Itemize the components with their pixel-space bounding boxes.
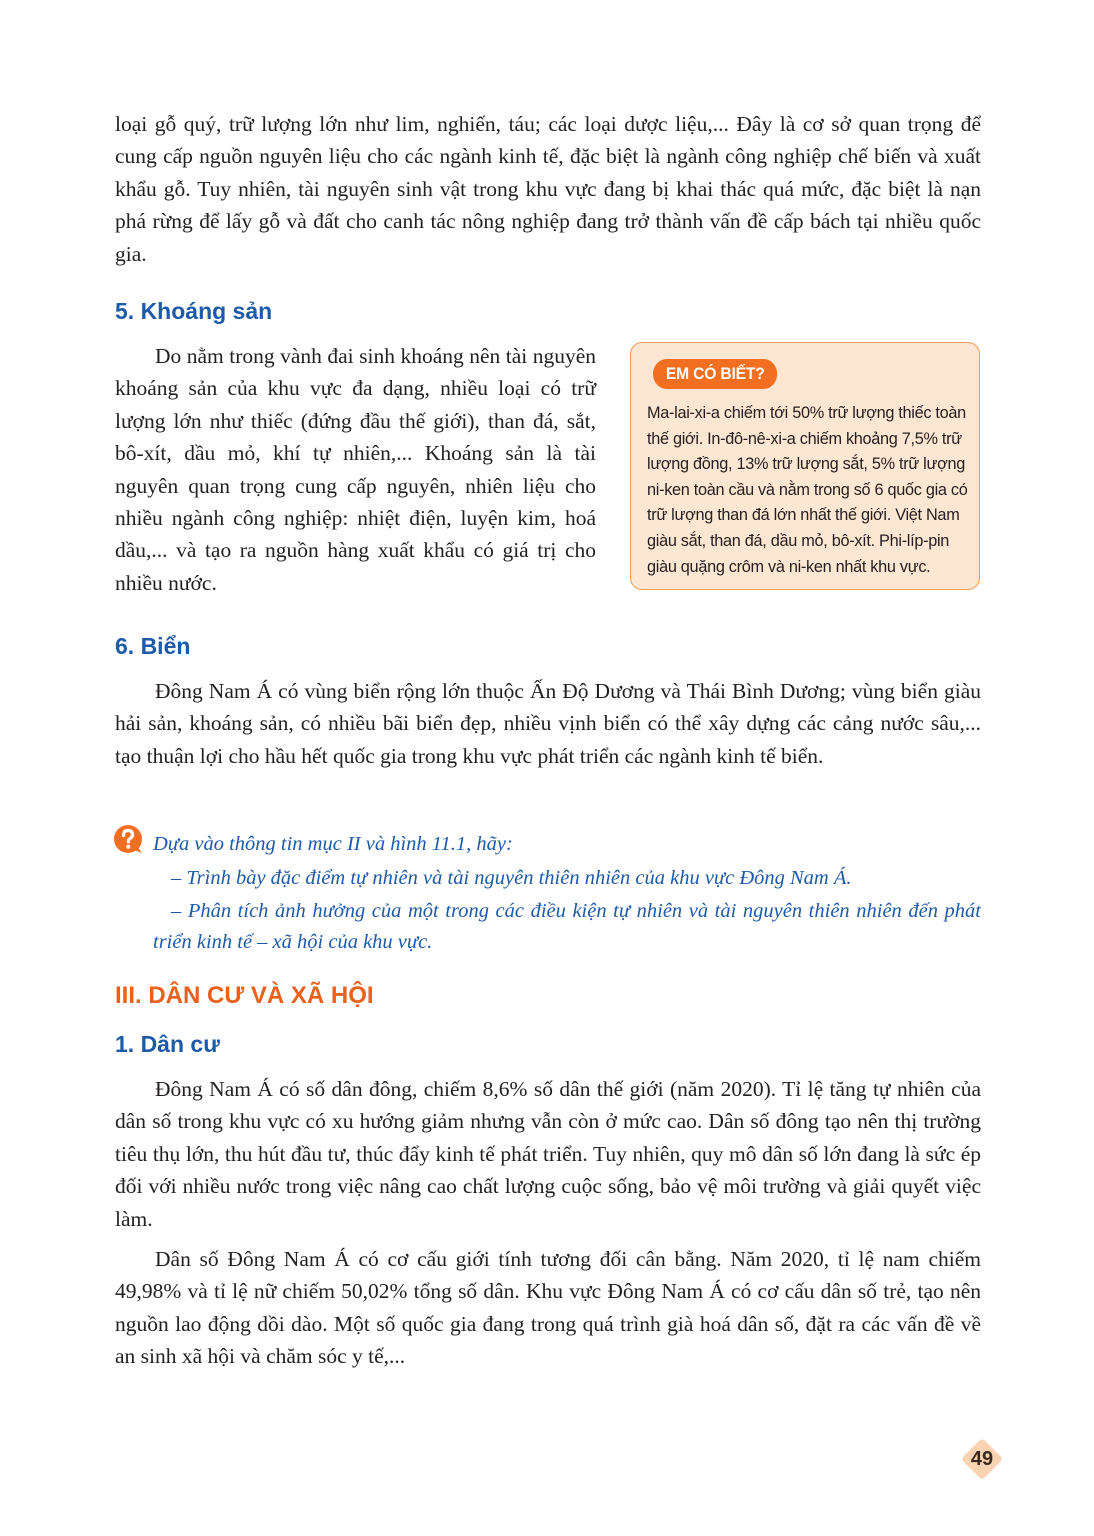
did-you-know-text: Ma-lai-xi-a chiếm tới 50% trữ lượng thiếc toàn thế giới. In-đô-nê-xi-a chiếm khoảng 7,5% trữ lượng đồng, 13% trữ lượng sắt, 5% trữ lượng ni-ken toàn cầu và nằm trong số 6 quốc gia có trữ lượng than đá lớn nhất thế giới. Việt Nam giàu sắt, than đá, dầu mỏ, bô-xít. Phi-líp-pin giàu quặng crôm và ni-ken nhất khu vực. (647, 404, 968, 576)
intro-paragraph: loại gỗ quý, trữ lượng lớn như lim, nghiến, táu; các loại dược liệu,... Đây là cơ sở quan trọng để cung cấp nguồn nguyên liệu cho các ngành kinh tế, đặc biệt là ngành công nghiệp chế biến và xuất khẩu gỗ. Tuy nhiên, tài nguyên sinh vật trong khu vực đang bị khai thác quá mức, đặc biệt là nạn phá rừng để lấy gỗ và đất cho canh tác nông nghiệp đang trở thành vấn đề cấp bách tại nhiều quốc gia. (115, 112, 981, 266)
population-paragraph-1: Đông Nam Á có số dân đông, chiếm 8,6% số dân thế giới (năm 2020). Tỉ lệ tăng tự nhiên của dân số trong khu vực có xu hướng giảm nhưng vẫn còn ở mức cao. Dân số đông tạo nên thị trường tiêu thụ lớn, thu hút đầu tư, thúc đẩy kinh tế phát triển. Tuy nhiên, quy mô dân số lớn đang là sức ép đối với nhiều nước trong việc nâng cao chất lượng cuộc sống, bảo vệ môi trường và giải quyết việc làm. (115, 1077, 981, 1231)
did-you-know-badge: EM CÓ BIẾT? (653, 359, 778, 389)
minerals-paragraph: Do nằm trong vành đai sinh khoáng nên tài nguyên khoáng sản của khu vực đa dạng, nhiều loại có trữ lượng lớn như thiếc (đứng đầu thế giới), than đá, sắt, bô-xít, dầu mỏ, khí tự nhiên,... Khoáng sản là tài nguyên quan trọng cung cấp nguyên, nhiên liệu cho nhiều ngành công nghiệp: nhiệt điện, luyện kim, hoá dầu,... và tạo ra nguồn hàng xuất khẩu có giá trị cho nhiều nước. (115, 344, 596, 595)
sea-paragraph: Đông Nam Á có vùng biển rộng lớn thuộc Ấn Độ Dương và Thái Bình Dương; vùng biển giàu hải sản, khoáng sản, có nhiều bãi biển đẹp, nhiều vịnh biển có thể xây dựng các cảng nước sâu,... tạo thuận lợi cho hầu hết quốc gia trong khu vực phát triển các ngành kinh tế biển. (115, 679, 981, 768)
section-title-population-society: III. DÂN CƯ VÀ XÃ HỘI (115, 982, 374, 1009)
heading-minerals: 5. Khoáng sản (115, 298, 273, 324)
heading-sea: 6. Biển (115, 633, 191, 659)
did-you-know-box (630, 342, 980, 590)
question-item-1: – Trình bày đặc điểm tự nhiên và tài nguyên thiên nhiên của khu vực Đông Nam Á. (171, 867, 852, 889)
question-icon (113, 824, 143, 854)
question-prompt: Dựa vào thông tin mục II và hình 11.1, hãy: (153, 833, 513, 855)
page-number: 49 (970, 1448, 994, 1470)
question-item-2: – Phân tích ảnh hưởng của một trong các điều kiện tự nhiên và tài nguyên thiên nhiên đến phát triển kinh tế – xã hội của khu vực. (153, 900, 981, 953)
population-paragraph-2: Dân số Đông Nam Á có cơ cấu giới tính tương đối cân bằng. Năm 2020, tỉ lệ nam chiếm 49,98% và tỉ lệ nữ chiếm 50,02% tổng số dân. Khu vực Đông Nam Á có cơ cấu dân số trẻ, tạo nên nguồn lao động dồi dào. Một số quốc gia đang trong quá trình già hoá dân số, đặt ra các vấn đề về an sinh xã hội và chăm sóc y tế,... (115, 1247, 981, 1369)
heading-population: 1. Dân cư (115, 1031, 220, 1057)
